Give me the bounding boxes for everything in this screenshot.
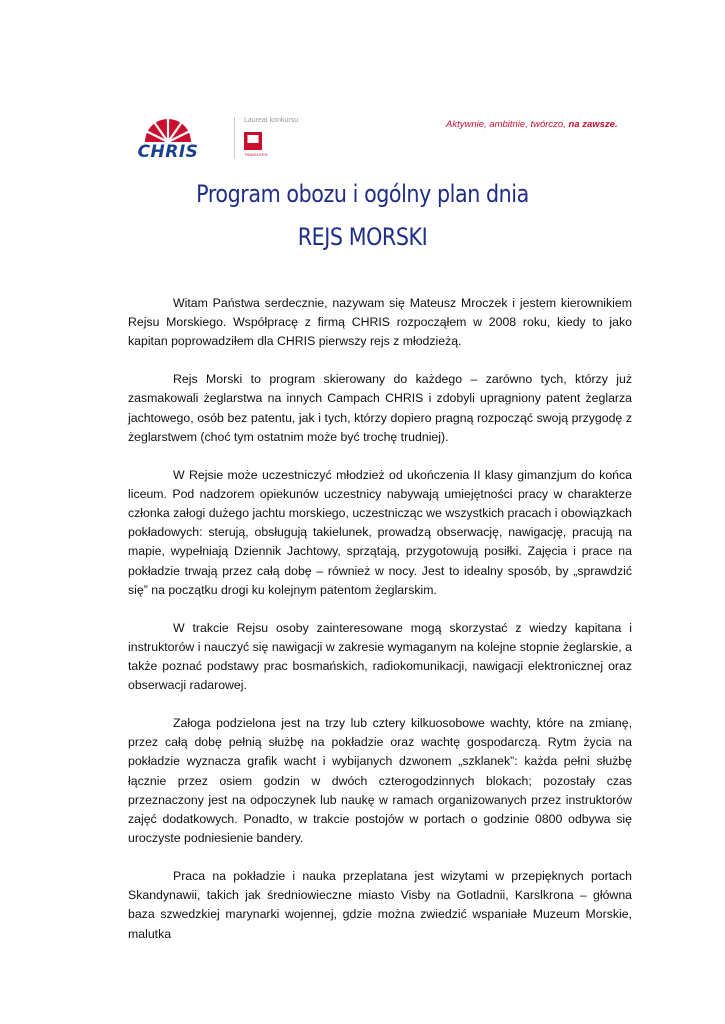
award-caption: TRAVELERS bbox=[244, 152, 268, 157]
paragraph: W trakcie Rejsu osoby zainteresowane mogą skorzystać z wiedzy kapitana i instruktorów i nauczyć się nawigacji w zakresie wymaganym na kolejne stopnie żeglarskie, a także poznać podstawy prac bosmańskich, radiokomunikacji, nawigacji elektronicznej oraz obserwacji radarowej. bbox=[128, 620, 632, 693]
paragraph: Rejs Morski to program skierowany do każdego – zarówno tych, którzy już zasmakowali żeglarstwa na innych Campach CHRIS i zdobyli upragniony patent żeglarza jachtowego, osób bez patentu, jak i tych, którzy dopiero pragną rozpocząć swoją przygodę z żeglarstwem (choć tym ostatnim może być trochę trudniej). bbox=[128, 372, 632, 444]
sunrise-logo-icon bbox=[118, 116, 218, 144]
paragraph: Witam Państwa serdecznie, nazywam się Mateusz Mroczek i jestem kierownikiem Rejsu Morskiego. Współpracę z firmą CHRIS rozpocząłem w 2008 roku, kiedy to jako kapitan poprowadziłem dla CHRIS pierwszy rejs z młodzieżą. bbox=[128, 296, 632, 349]
award-badge-icon bbox=[244, 132, 262, 152]
document-body bbox=[128, 294, 632, 962]
slogan bbox=[446, 119, 618, 130]
page-header bbox=[0, 0, 725, 180]
page-title: Program obozu i ogólny plan dnia bbox=[196, 180, 529, 208]
paragraph: Załoga podzielona jest na trzy lub cztery kilkuosobowe wachty, które na zmianę, przez całą dobę pełnią służbę na pokładzie oraz wachtę gospodarczą. Rytm życia na pokładzie wyznacza grafik wacht i wybijanych dzwonem „szklanek”: każda pełni służbę łącznie przez osiem godzin w dwóch czterogodzinnych blokach; pozostały czas przeznaczony jest na odpoczynek lub naukę w ramach organizowanych przez instruktorów zajęć dodatkowych. Ponadto, w trakcie postojów w portach o godzinie 0800 odbywa się uroczyste podniesienie bandery. bbox=[128, 716, 632, 846]
paragraph: Praca na pokładzie i nauka przeplatana jest wizytami w przepięknych portach Skandynawii, takich jak średniowieczne miasto Visby na Gotladnii, Karslkrona – główna baza szwedzkiej marynarki wojennej, gdzie można zwiedzić wspaniałe Muzeum Morskie, malutka bbox=[128, 869, 632, 941]
chris-logo bbox=[118, 116, 218, 160]
paragraph: W Rejsie może uczestniczyć młodzież od ukończenia II klasy gimanzjum do końca liceum. Pod nadzorem opiekunów uczestnicy nabywają umiejętności pracy w charakterze członka załogi dużego jachtu morskiego, uczestnicząc we wszystkich pracach i obowiązkach pokładowych: sterują, obsługują takielunek, prowadzą obserwację, nawigację, pracują na mapie, wypełniają Dziennik Jachtowy, sprzątają, przygotowują posiłki. Zajęcia i prace na pokładzie trwają przez całą dobę – również w nocy. Jest to idealny sposób, by „sprawdzić się” na początku drogi ku kolejnym patentom żeglarskim. bbox=[128, 467, 632, 597]
header-divider bbox=[234, 117, 235, 159]
slogan-text: Aktywnie, ambitnie, twórczo, bbox=[446, 119, 566, 130]
page-subtitle: REJS MORSKI bbox=[297, 223, 428, 251]
award-label: Laureat konkursu bbox=[244, 117, 299, 124]
logo-wordmark: CHRIS bbox=[137, 142, 199, 162]
slogan-emphasis: na zawsze. bbox=[568, 119, 618, 130]
